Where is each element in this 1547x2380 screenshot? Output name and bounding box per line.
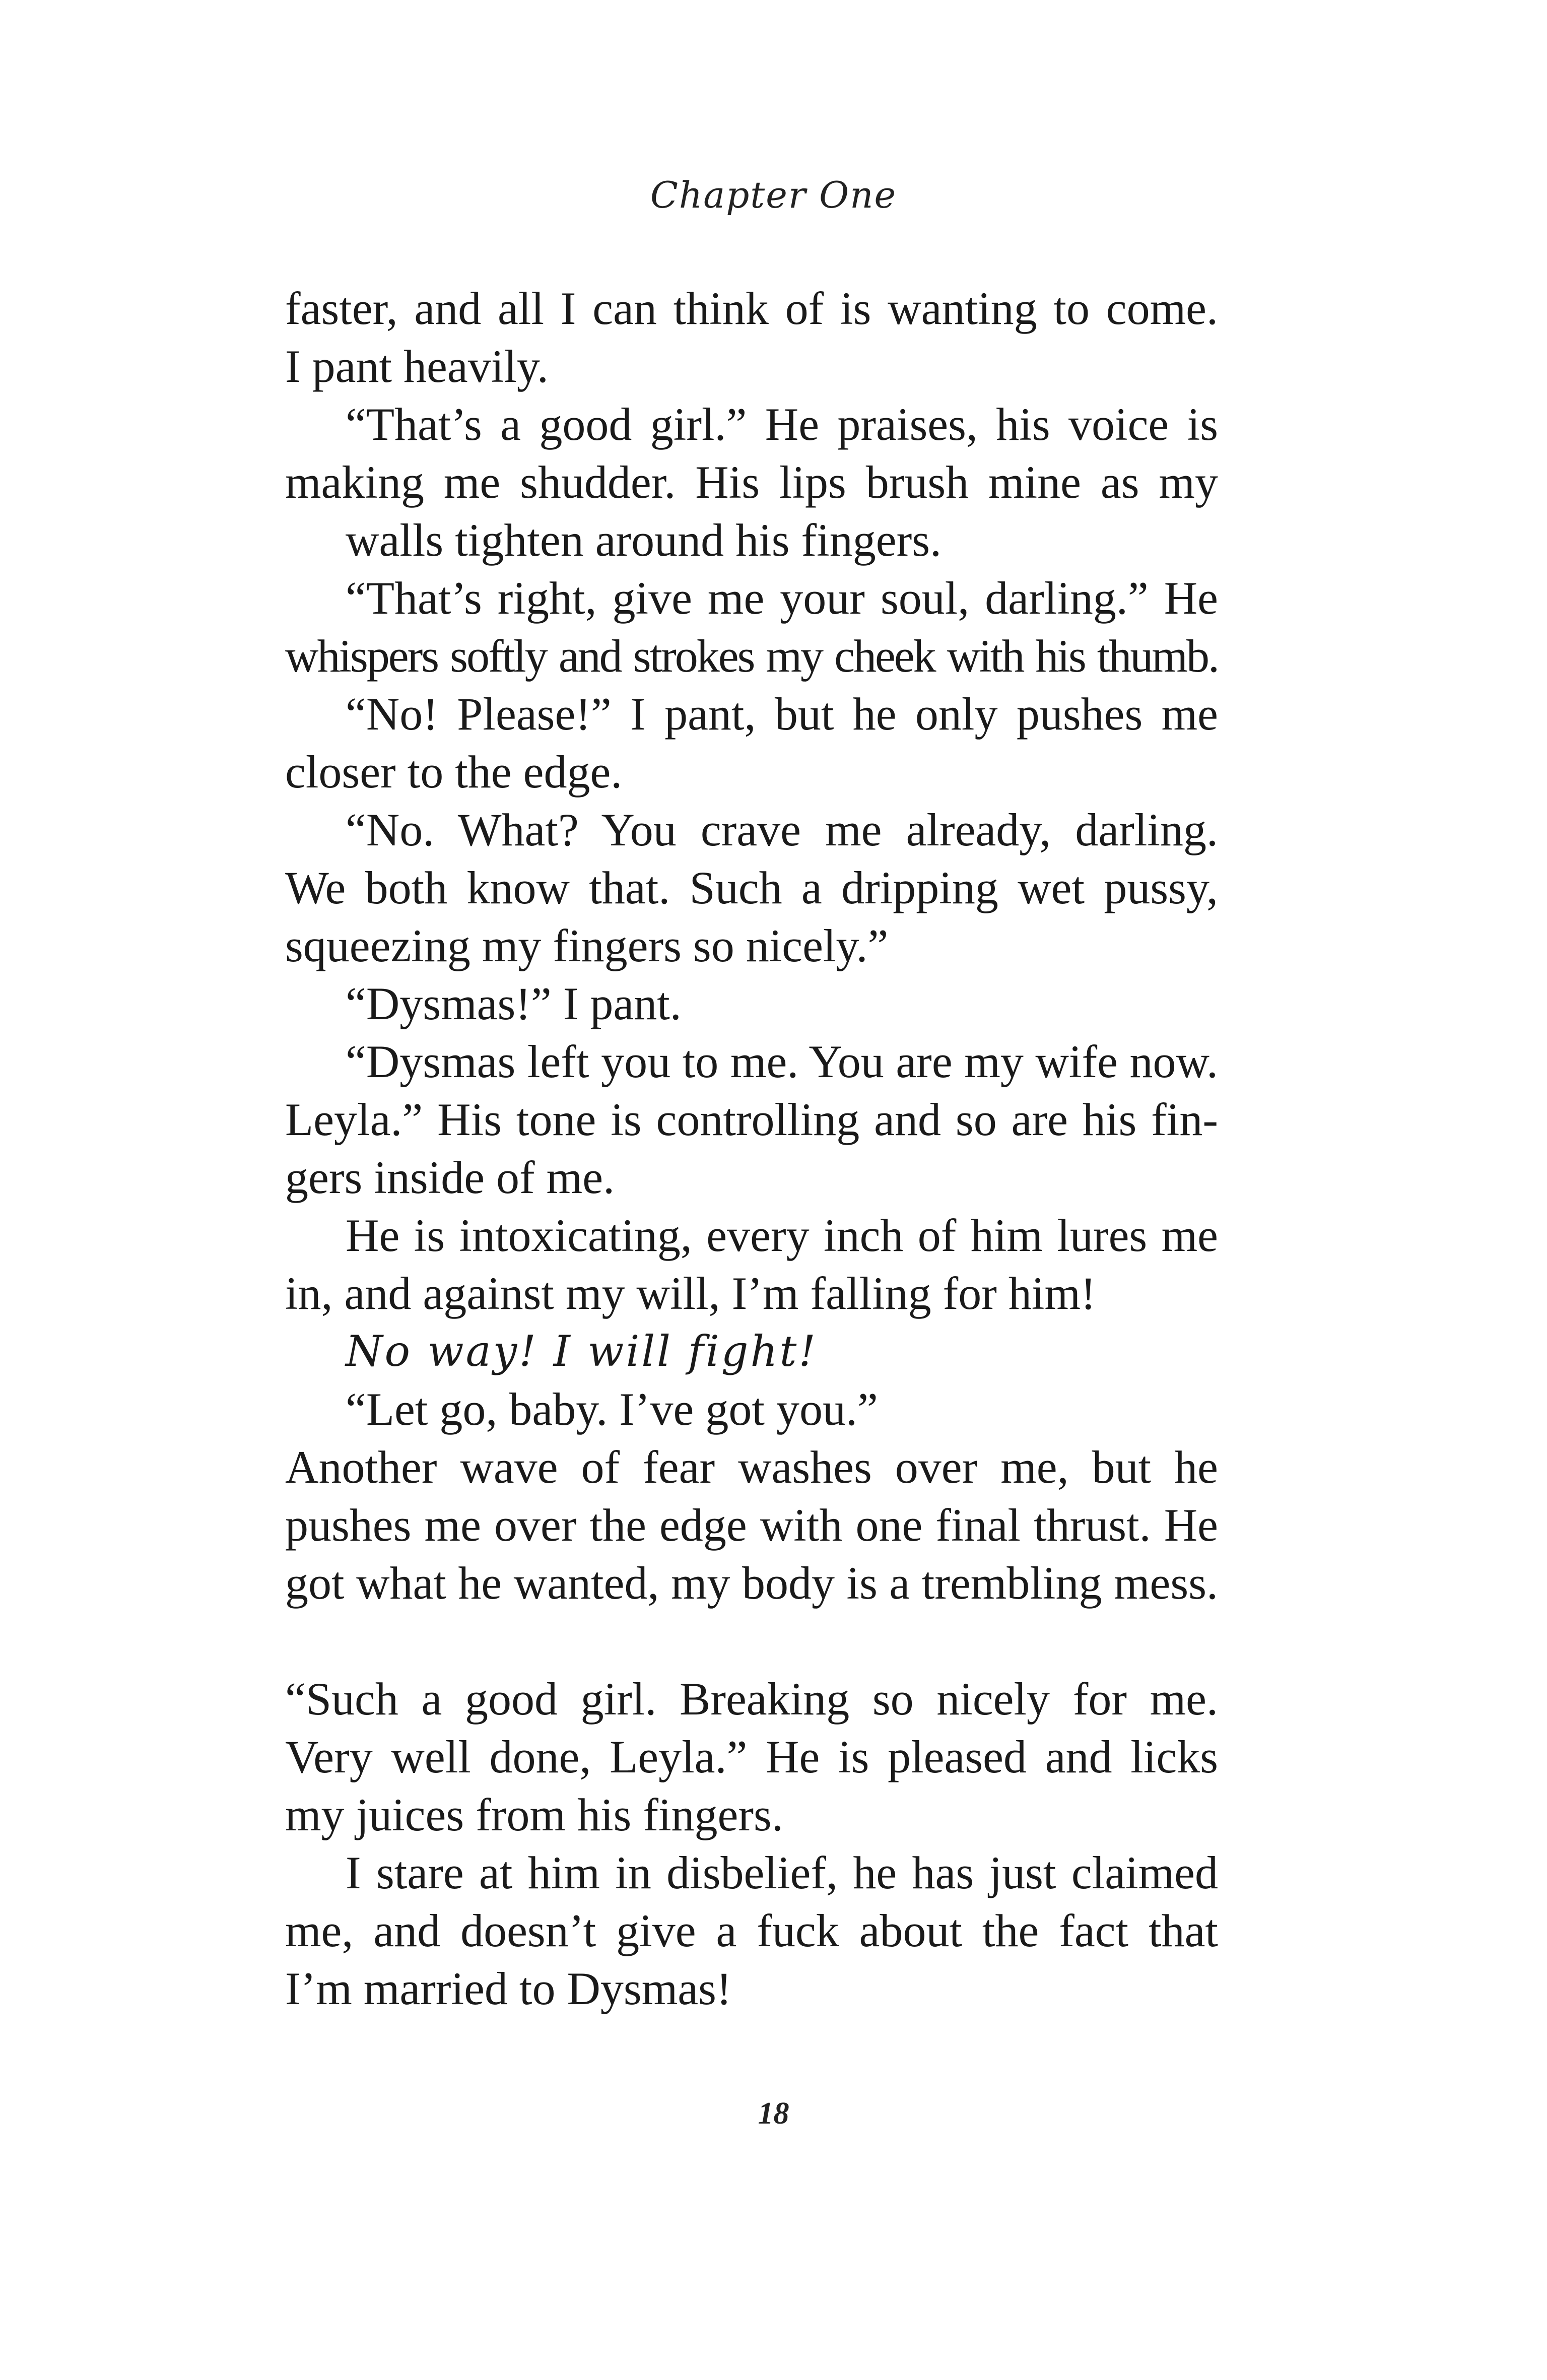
page-number: 18 [758,2096,789,2131]
text-line: me, and doesn’t give a fuck about the fact that [285,1905,1218,1956]
text-line: “Dysmas left you to me. You are my wife now. [346,1036,1218,1087]
text-line: Another wave of fear washes over me, but he [285,1441,1218,1493]
text-line: pushes me over the edge with one final thrust. He [285,1499,1218,1551]
text-line: We both know that. Such a dripping wet pussy, [285,862,1218,913]
text-line: making me shudder. His lips brush mine as my [285,456,1218,508]
text-line: whispers softly and strokes my cheek with his thumb. [285,630,1218,682]
text-line: closer to the edge. [285,746,623,798]
text-line: I stare at him in disbelief, he has just claimed [346,1847,1218,1898]
text-line: “That’s right, give me your soul, darling.” He [346,572,1218,624]
text-line: gers inside of me. [285,1152,615,1203]
text-line: “That’s a good girl.” He praises, his voice is [346,399,1218,450]
text-line: “Such a good girl. Breaking so nicely for me. [285,1673,1218,1725]
text-line: Leyla.” His tone is controlling and so are his fin- [285,1094,1218,1145]
body-text [285,280,1218,2018]
text-line: “Let go, baby. I’ve got you.” [346,1383,878,1435]
text-line: I’m married to Dysmas! [285,1963,732,2014]
text-line: “No! Please!” I pant, but he only pushes me [346,688,1218,740]
text-line: Very well done, Leyla.” He is pleased and licks [285,1731,1218,1782]
text-line: “No. What? You crave me already, darling. [346,804,1218,855]
inner-thought-line: No way! I will fight! [346,1327,818,1376]
text-line: squeezing my fingers so nicely.” [285,920,889,971]
text-line: I pant heavily. [285,341,549,392]
text-line: in, and against my will, I’m falling for him! [285,1268,1096,1319]
text-line: “Dysmas!” I pant. [346,978,682,1029]
section-break [285,1612,1218,1670]
text-line: walls tighten around his fingers. [346,514,942,566]
text-line: got what he wanted, my body is a trembling mess. [285,1557,1218,1609]
running-head: Chapter One [650,174,897,216]
text-line: my juices from his fingers. [285,1789,783,1840]
text-line: He is intoxicating, every inch of him lures me [346,1210,1218,1261]
text-line: faster, and all I can think of is wanting to come. [285,283,1218,334]
